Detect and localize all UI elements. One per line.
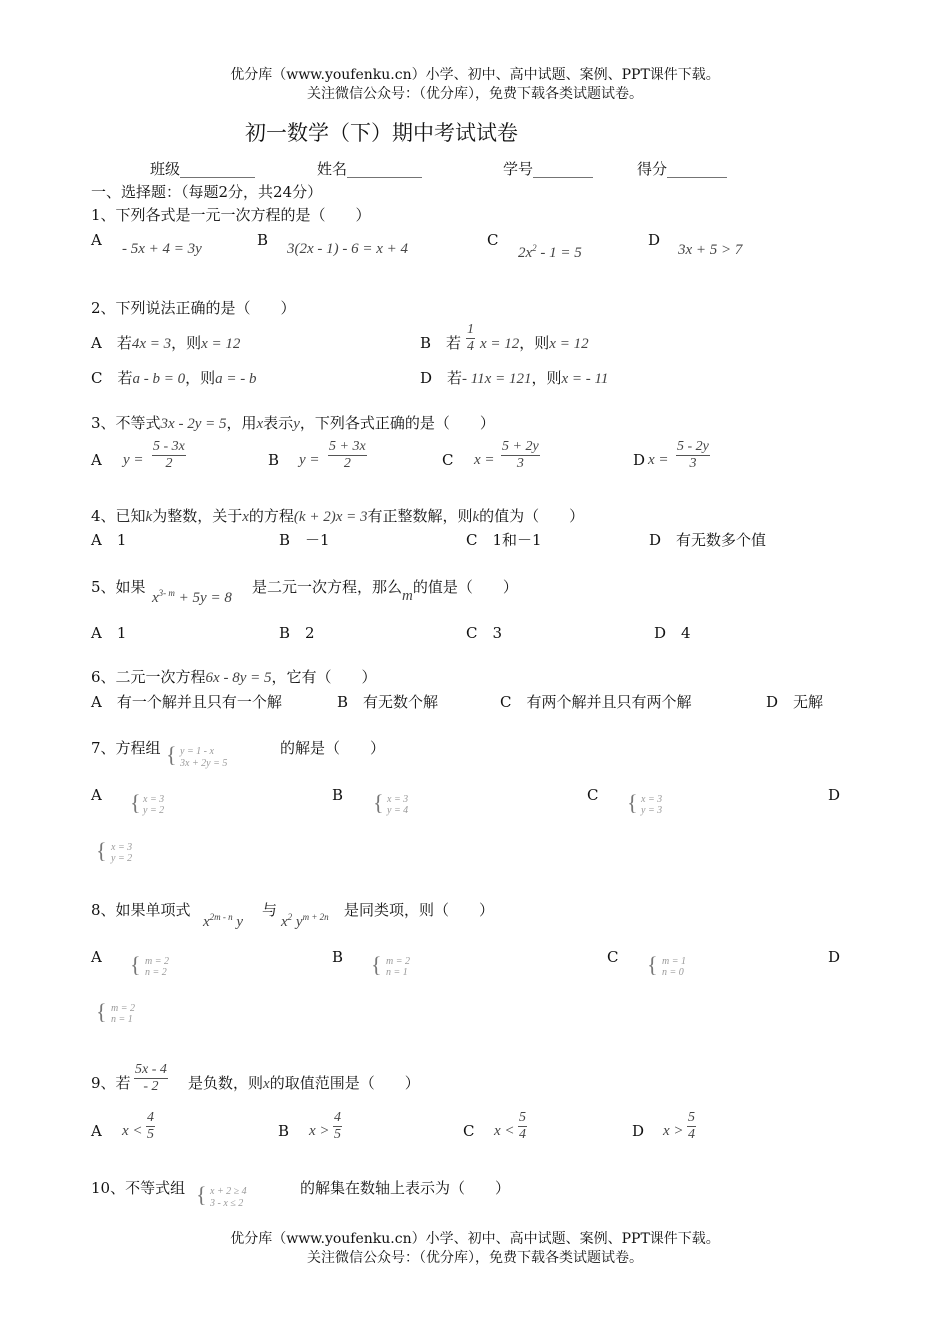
q7-option-d-brace: { <box>96 838 107 863</box>
q3-option-a-lhs: y = <box>123 452 144 468</box>
question-5-stem-post: 是二元一次方程，那么m的值是（ ） <box>252 578 518 604</box>
question-4-stem: 4、已知k为整数，关于x的方程(k + 2)x = 3有正整数解，则k的值为（ ） <box>91 507 585 525</box>
q4-option-d: D 有无数多个值 <box>649 531 767 549</box>
q8-option-a-line-2: n = 2 <box>145 967 167 978</box>
q9-option-d-lhs: x > <box>663 1123 684 1139</box>
q4-option-b: B －1 <box>279 531 330 549</box>
q7-system-line-1: y = 1 - x <box>180 746 214 757</box>
q6-option-b: B 有无数个解 <box>337 693 439 711</box>
q1-option-c-label: C <box>487 231 499 249</box>
q9-option-c-fraction: $\frac{5}{4}$ <box>519 1110 526 1143</box>
q6-option-a: A 有一个解并且只有一个解 <box>91 693 282 711</box>
q8-option-d-label: D <box>828 948 841 966</box>
q3-option-c-label: C <box>442 451 454 469</box>
q2-option-b-rest: x = 12，则x = 12 <box>480 334 589 352</box>
question-6-stem: 6、二元一次方程6x - 8y = 5，它有（ ） <box>91 668 377 686</box>
score-field: 得分________ <box>637 160 728 178</box>
question-2-stem: 2、下列说法正确的是（ ） <box>91 299 296 317</box>
q9-option-b-lhs: x > <box>309 1123 330 1139</box>
q6-option-c: C 有两个解并且只有两个解 <box>500 693 692 711</box>
q7-option-a-line-2: y = 2 <box>143 805 165 816</box>
q7-option-b-brace: { <box>373 790 384 815</box>
q8-option-b-brace: { <box>371 952 382 977</box>
question-3-stem: 3、不等式3x - 2y = 5，用x表示y，下列各式正确的是（ ） <box>91 414 495 432</box>
q1-option-d-label: D <box>648 231 661 249</box>
q9-option-d-fraction: $\frac{5}{4}$ <box>688 1110 695 1143</box>
q9-option-b-label: B <box>278 1122 290 1140</box>
q8-option-b-line-2: n = 1 <box>386 967 408 978</box>
q7-option-a-label: A <box>91 786 102 804</box>
q8-option-b-label: B <box>332 948 344 966</box>
q9-option-b-fraction: $\frac{4}{5}$ <box>334 1110 341 1143</box>
question-10-stem-pre: 10、不等式组 <box>91 1179 186 1197</box>
q9-option-c-lhs: x < <box>494 1123 515 1139</box>
q3-option-a-fraction: $\frac{5 - 3x}{2}$ <box>153 439 185 472</box>
q3-option-b-lhs: y = <box>299 452 320 468</box>
question-9-stem-post: 是负数，则x的取值范围是（ ） <box>188 1074 420 1092</box>
q9-option-a-label: A <box>91 1122 102 1140</box>
q7-option-b-line-2: y = 4 <box>387 805 409 816</box>
student-id-field: 学号________ <box>503 160 594 178</box>
q9-stem-fraction: $\frac{5x - 4}{- 2}$ <box>135 1062 167 1095</box>
q8-option-a-brace: { <box>130 952 141 977</box>
q5-equation: $x^{3- m} + 5y = 8$ <box>152 588 232 606</box>
q9-option-a-fraction: $\frac{4}{5}$ <box>147 1110 154 1143</box>
q3-option-d-fraction: $\frac{5 - 2y}{3}$ <box>677 439 709 472</box>
question-9-stem-pre: 9、若 <box>91 1074 131 1092</box>
q10-system-brace: { <box>196 1182 207 1207</box>
q3-option-b-fraction: $\frac{5 + 3x}{2}$ <box>329 439 366 472</box>
q7-option-d-line-2: y = 2 <box>111 853 133 864</box>
q3-option-c-fraction: $\frac{5 + 2y}{3}$ <box>502 439 539 472</box>
question-10-stem-post: 的解集在数轴上表示为（ ） <box>300 1179 511 1197</box>
q7-option-c-line-1: x = 3 <box>641 794 663 805</box>
q8-option-c-brace: { <box>647 952 658 977</box>
q7-option-d-label: D <box>828 786 841 804</box>
q4-option-a: A 1 <box>91 531 127 549</box>
question-7-stem-pre: 7、方程组 <box>91 739 161 757</box>
question-7-stem-post: 的解是（ ） <box>280 739 386 757</box>
question-8-stem-pre: 8、如果单项式 <box>91 901 191 919</box>
q7-option-c-label: C <box>587 786 599 804</box>
q10-system-line-1: x + 2 ≥ 4 <box>210 1186 247 1197</box>
q3-option-c-lhs: x = <box>474 452 495 468</box>
q3-option-b-label: B <box>268 451 280 469</box>
q1-option-a-math: - 5x + 4 = 3y <box>122 241 202 257</box>
class-field: 班级__________ <box>150 160 256 178</box>
q8-option-d-line-2: n = 1 <box>111 1014 133 1025</box>
header-line-2: 关注微信公众号：（优分库），免费下载各类试题试卷。 <box>307 86 643 102</box>
q2-option-a: A 若4x = 3，则x = 12 <box>91 334 241 352</box>
q1-option-c-math: $2x^2 - 1 = 5$ <box>518 243 582 261</box>
q7-option-b-label: B <box>332 786 344 804</box>
q10-system-line-2: 3 - x ≤ 2 <box>210 1198 244 1209</box>
q8-option-a-line-1: m = 2 <box>145 956 169 967</box>
q8-option-c-line-2: n = 0 <box>662 967 684 978</box>
q2-option-c: C 若a - b = 0，则a = - b <box>91 369 257 387</box>
question-8-stem-mid: 与 <box>262 901 278 919</box>
q7-system-line-2: 3x + 2y = 5 <box>180 758 228 769</box>
q7-option-d-line-1: x = 3 <box>111 842 133 853</box>
q9-option-d-label: D <box>632 1122 645 1140</box>
footer-line-1: 优分库（www.youfenku.cn）小学、初中、高中试题、案例、PPT课件下载。 <box>230 1231 720 1247</box>
q8-option-d-line-1: m = 2 <box>111 1003 135 1014</box>
q5-option-d: D 4 <box>654 624 691 642</box>
q7-system-brace: { <box>166 742 177 767</box>
q7-option-a-brace: { <box>130 790 141 815</box>
q3-option-a-label: A <box>91 451 102 469</box>
q5-option-a: A 1 <box>91 624 127 642</box>
q8-option-a-label: A <box>91 948 102 966</box>
q2-option-d: D 若- 11x = 121，则x = - 11 <box>420 369 609 387</box>
question-1-stem: 1、下列各式是一元一次方程的是（ ） <box>91 206 371 224</box>
question-8-stem-post: 是同类项，则（ ） <box>344 901 495 919</box>
q7-option-a-line-1: x = 3 <box>143 794 165 805</box>
header-line-1: 优分库（www.youfenku.cn）小学、初中、高中试题、案例、PPT课件下载。 <box>230 67 720 83</box>
q7-option-c-line-2: y = 3 <box>641 805 663 816</box>
q7-option-c-brace: { <box>627 790 638 815</box>
q8-option-b-line-1: m = 2 <box>386 956 410 967</box>
q8-monomial-2: $x^2$ $y^{m + 2n}$ <box>281 912 329 930</box>
section-heading: 一、选择题：（每题2分，共24分） <box>91 183 323 201</box>
q8-option-d-brace: { <box>96 999 107 1024</box>
q5-option-c: C 3 <box>466 624 503 642</box>
q1-option-a-label: A <box>91 231 102 249</box>
q2-option-b-label: B 若 <box>420 334 462 352</box>
q2-option-b-fraction: $\frac{1}{4}$ <box>467 322 474 355</box>
q6-option-d: D 无解 <box>766 693 824 711</box>
footer-line-2: 关注微信公众号：（优分库），免费下载各类试题试卷。 <box>307 1250 643 1266</box>
q3-option-d-lhs: x = <box>648 452 669 468</box>
q1-option-d-math: 3x + 5 > 7 <box>678 242 743 258</box>
q3-option-d-label: D <box>633 451 646 469</box>
q5-option-b: B 2 <box>279 624 315 642</box>
q1-option-b-label: B <box>257 231 269 249</box>
page-title: 初一数学（下）期中考试试卷 <box>245 121 518 145</box>
q9-option-a-lhs: x < <box>122 1123 143 1139</box>
q4-option-c: C 1和－1 <box>466 531 542 549</box>
question-5-stem-pre: 5、如果 <box>91 578 146 596</box>
q8-monomial-1: $x^{2m - n}$ y <box>203 912 244 930</box>
q8-option-c-label: C <box>607 948 619 966</box>
q7-option-b-line-1: x = 3 <box>387 794 409 805</box>
q8-option-c-line-1: m = 1 <box>662 956 686 967</box>
q1-option-b-math: 3(2x - 1) - 6 = x + 4 <box>287 241 409 257</box>
q9-option-c-label: C <box>463 1122 475 1140</box>
name-field: 姓名__________ <box>317 160 423 178</box>
